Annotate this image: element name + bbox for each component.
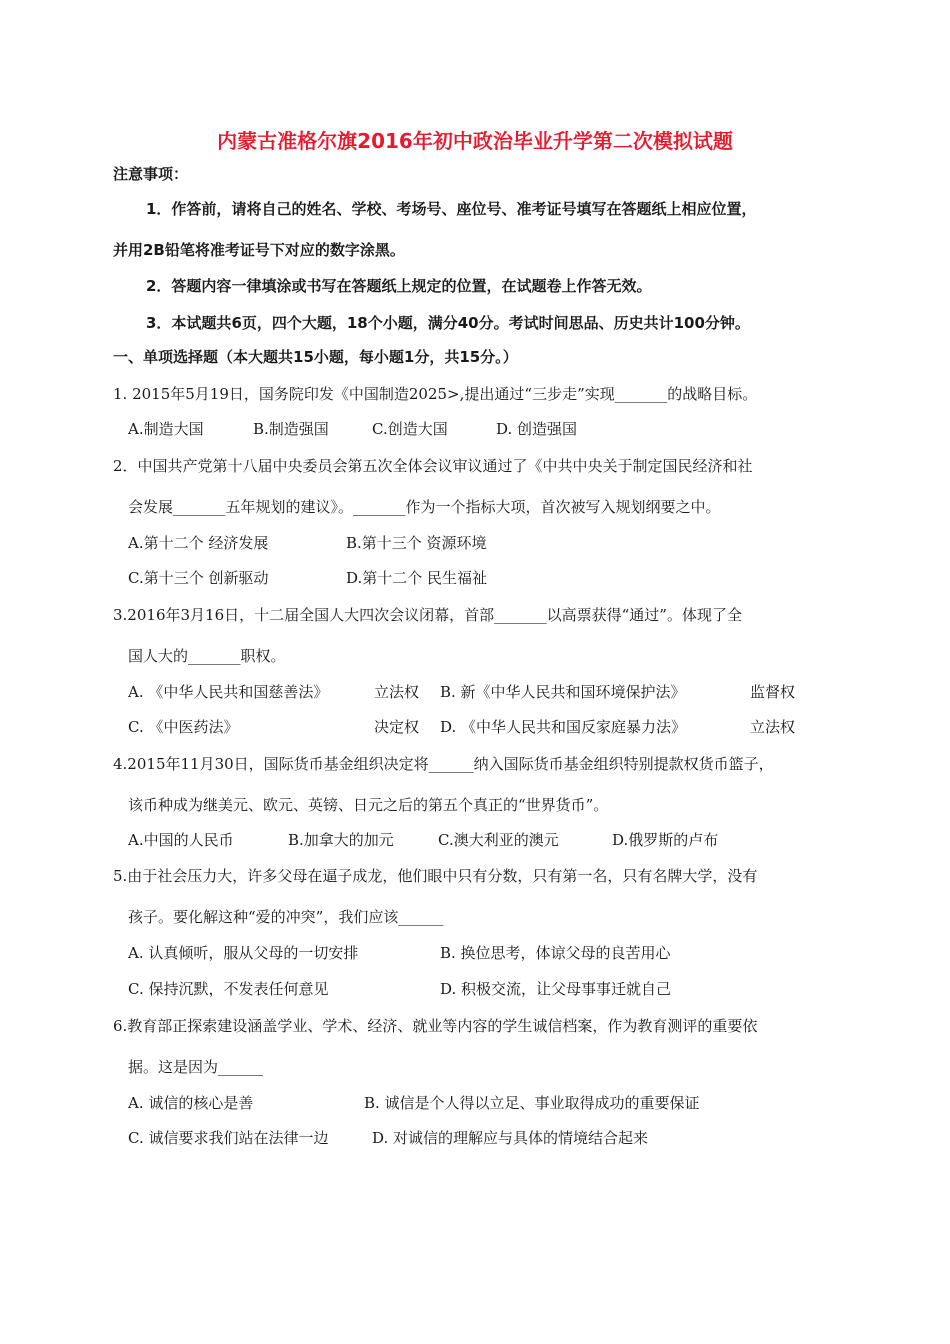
question-3-option-d: D. 《中华人民共和国反家庭暴力法》 [440,718,687,736]
question-5-stem-line-1: 5.由于社会压力大，许多父母在逼子成龙，他们眼中只有分数，只有第一名，只有名牌大学，没有 [113,867,758,885]
question-6-option-c: C. 诚信要求我们站在法律一边 [128,1129,329,1147]
question-5-option-a: A. 认真倾听，服从父母的一切安排 [128,944,359,962]
question-2-stem-line-2: 会发展_______五年规划的建议》。_______作为一个指标大项，首次被写入规划纲要之中。 [128,498,721,516]
question-1-option-a: A.制造大国 [128,420,204,438]
question-4-option-a: A.中国的人民币 [128,831,234,849]
notice-item-3: 3．本试题共6页，四个大题，18个小题，满分40分。考试时间思品、历史共计100分钟。 [146,314,750,332]
question-6-option-b: B. 诚信是个人得以立足、事业取得成功的重要保证 [364,1094,700,1112]
notice-item-1a: 1．作答前，请将自己的姓名、学校、考场号、座位号、准考证号填写在答题纸上相应位置， [146,200,757,218]
question-1-option-b: B.制造强国 [253,420,329,438]
question-2-option-c: C.第十三个 创新驱动 [128,569,269,587]
question-4-option-c: C.澳大利亚的澳元 [438,831,559,849]
question-1-option-c: C.创造大国 [372,420,448,438]
question-2-stem-line-1: 2．中国共产党第十八届中央委员会第五次全体会议审议通过了《中共中央关于制定国民经济和社 [113,457,753,475]
question-6-option-d: D. 对诚信的理解应与具体的情境结合起来 [372,1129,649,1147]
question-5-stem-line-2: 孩子。要化解这种“爱的冲突”，我们应该______ [128,908,444,926]
question-5-option-d: D. 积极交流，让父母事事迁就自己 [440,980,672,998]
question-2-option-b: B.第十三个 资源环境 [346,534,487,552]
notice-item-2: 2．答题内容一律填涂或书写在答题纸上规定的位置，在试题卷上作答无效。 [146,277,652,295]
question-4-stem-line-2: 该币种成为继美元、欧元、英镑、日元之后的第五个真正的“世界货币”。 [128,796,609,814]
question-3-option-b: B. 新《中华人民共和国环境保护法》 [440,683,686,701]
question-3-option-b-power: 监督权 [750,683,796,701]
question-5-option-b: B. 换位思考，体谅父母的良苦用心 [440,944,671,962]
question-3-stem-line-2: 国人大的_______职权。 [128,647,286,665]
question-6-option-a: A. 诚信的核心是善 [128,1094,254,1112]
question-6-stem-line-2: 据。这是因为______ [128,1058,264,1076]
notice-item-1b: 并用2B铅笔将准考证号下对应的数字涂黑。 [113,241,405,259]
question-2-option-d: D.第十二个 民生福祉 [346,569,488,587]
question-4-stem-line-1: 4.2015年11月30日，国际货币基金组织决定将______纳入国际货币基金组织特别提款权货币篮子， [113,755,774,773]
question-5-option-c: C. 保持沉默，不发表任何意见 [128,980,329,998]
question-3-stem-line-1: 3.2016年3月16日，十二届全国人大四次会议闭幕，首部_______以高票获得“通过”。体现了全 [113,606,742,624]
question-2-option-a: A.第十二个 经济发展 [128,534,269,552]
question-4-option-b: B.加拿大的加元 [288,831,394,849]
question-1-stem: 1. 2015年5月19日，国务院印发《中国制造2025>,提出通过“三步走”实现_______的战略目标。 [113,385,758,403]
section-heading: 一、单项选择题（本大题共15小题，每小题1分，共15分。） [113,348,518,366]
question-3-option-a: A. 《中华人民共和国慈善法》 [128,683,329,701]
question-3-option-c: C. 《中医药法》 [128,718,239,736]
question-1-option-d: D. 创造强国 [496,420,578,438]
question-3-option-a-power: 立法权 [374,683,420,701]
question-6-stem-line-1: 6.教育部正探索建设涵盖学业、学术、经济、就业等内容的学生诚信档案，作为教育测评的重要依 [113,1017,758,1035]
notice-heading: 注意事项： [113,165,189,183]
question-3-option-d-power: 立法权 [750,718,796,736]
question-3-option-c-power: 决定权 [374,718,420,736]
question-4-option-d: D.俄罗斯的卢布 [612,831,719,849]
exam-title: 内蒙古准格尔旗2016年初中政治毕业升学第二次模拟试题 [217,129,733,153]
